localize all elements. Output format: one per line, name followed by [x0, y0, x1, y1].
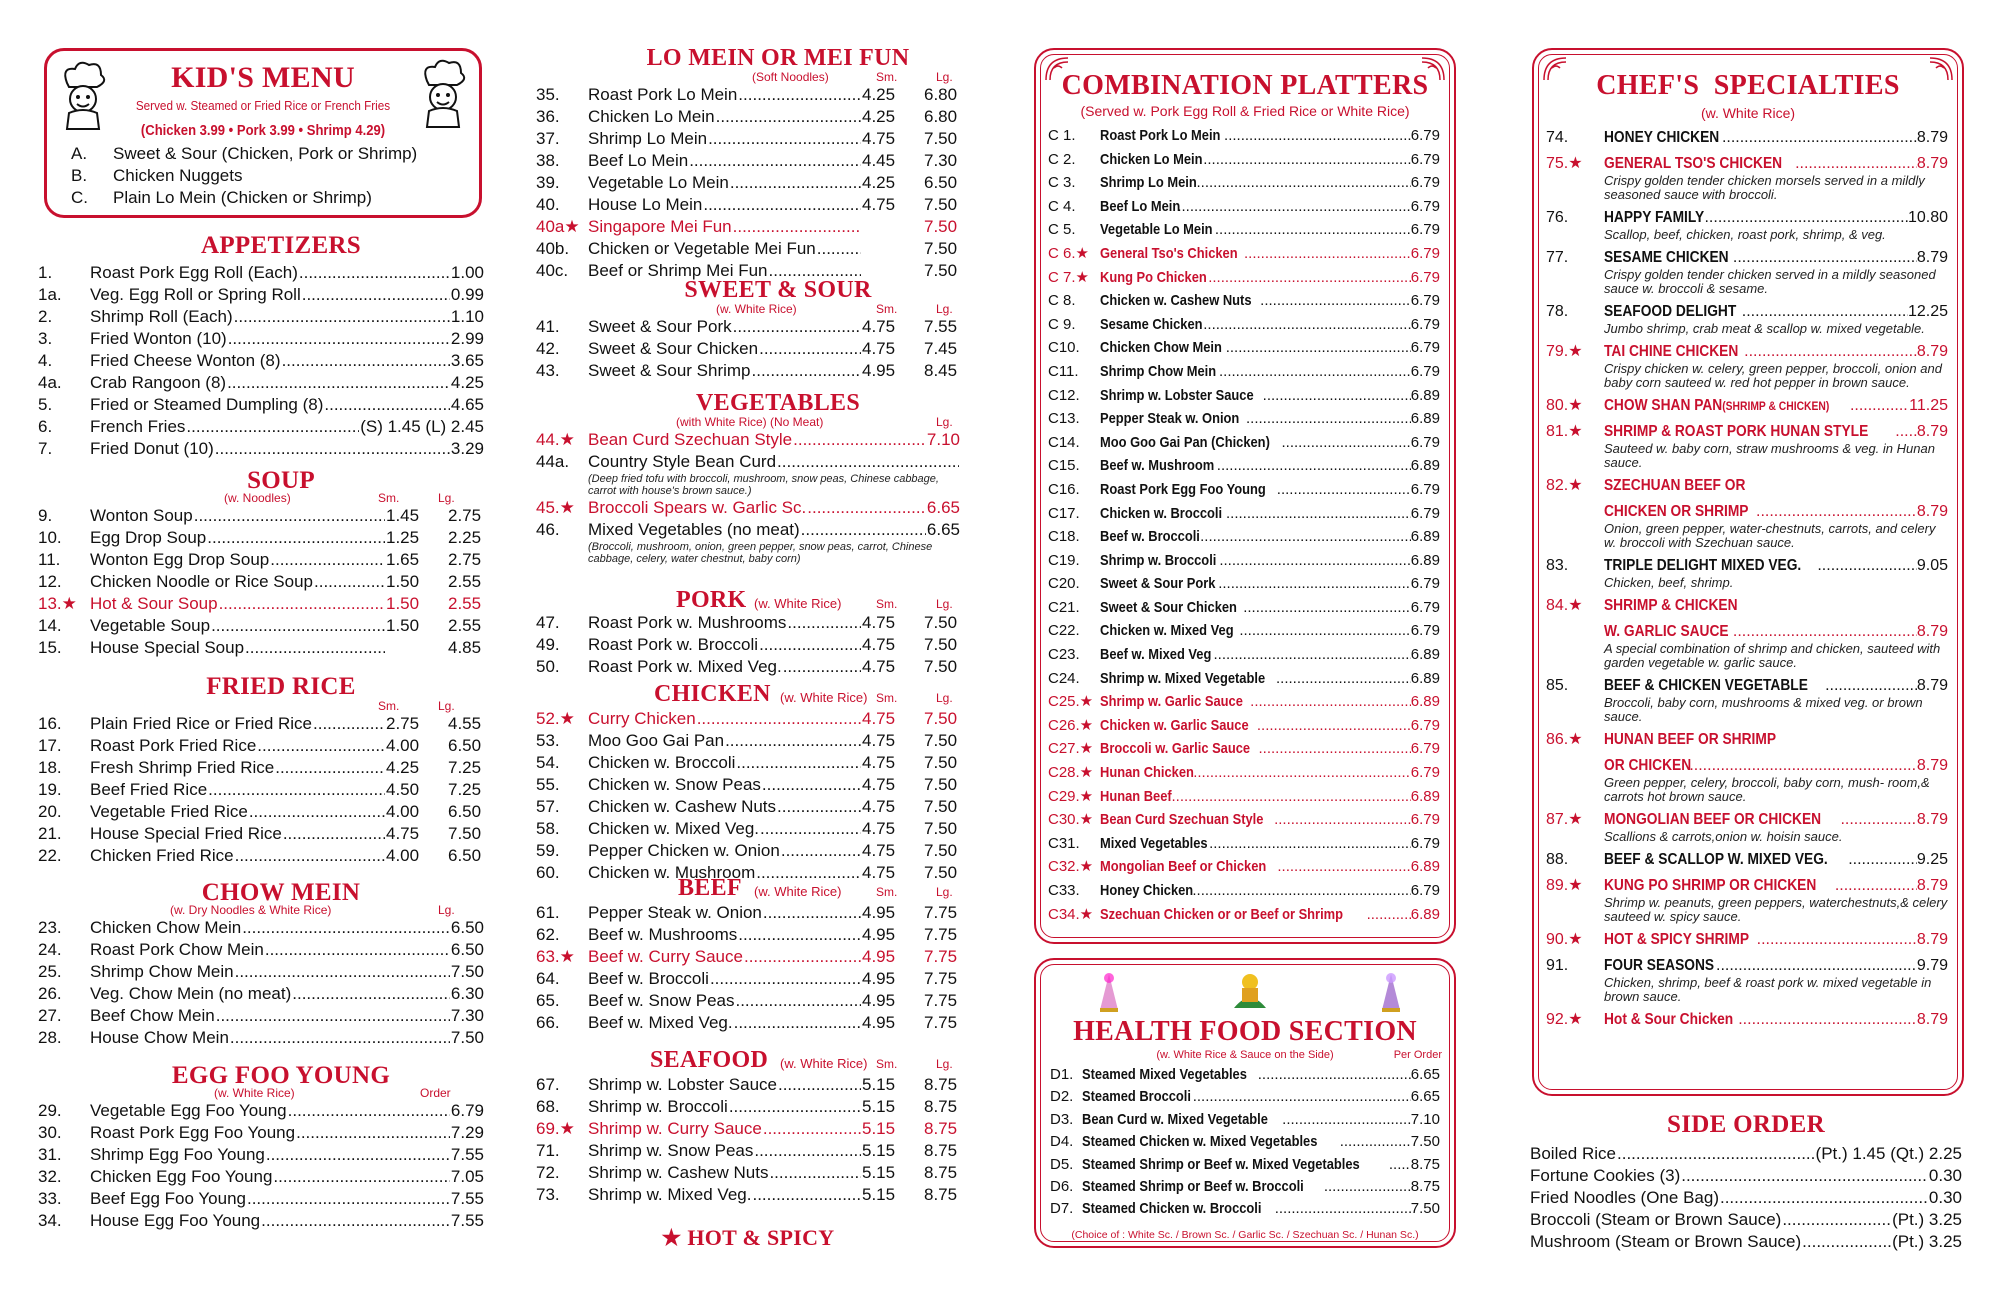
- pork-title: PORK: [676, 587, 747, 613]
- health-per-order: Per Order: [1393, 1049, 1442, 1061]
- item-description: Green pepper, celery, broccoli, baby corn, mush- room,& carrots hot brown sauce.: [1604, 775, 1930, 804]
- menu-item: C15. Beef w. Mushroom ..... 6.89: [1048, 454, 1440, 478]
- menu-item: 54. Chicken w. Broccoli ..... 4.75 7.50: [536, 752, 960, 774]
- menu-item: D1. Steamed Mixed Vegetables ..... 6.65: [1050, 1064, 1440, 1086]
- sweet-sour-section: [536, 278, 960, 382]
- menu-item: Fortune Cookies (3) ..... 0.30: [1530, 1165, 1962, 1187]
- item-description: Onion, green pepper, water-chestnuts, carrots, and celery w. broccoli with Szechuan sauce.: [1604, 521, 1936, 550]
- menu-item: D6. Steamed Shrimp or Beef w. Broccoli ..... 8.75: [1050, 1176, 1440, 1198]
- menu-item: C33. Honey Chicken ..... 6.79: [1048, 879, 1440, 903]
- sweet-sour-sub: (w. White Rice): [716, 302, 797, 316]
- chow-mein-title: CHOW MEIN: [201, 879, 361, 906]
- chicken-title: CHICKEN: [654, 681, 771, 707]
- lo-mein-lg-header: Lg.: [936, 70, 953, 84]
- menu-item: 28. House Chow Mein ..... 7.50: [38, 1027, 484, 1049]
- item-extra: (SHRIMP & CHICKEN): [1722, 399, 1830, 413]
- pork-sm-header: Sm.: [876, 597, 898, 611]
- sweet-sour-title: SWEET & SOUR: [684, 277, 872, 303]
- menu-item: 27. Beef Chow Mein ..... 7.30: [38, 1005, 484, 1027]
- soup-list: [38, 505, 484, 659]
- seafood-section: [536, 1048, 960, 1206]
- vegetables-lg-header: Lg.: [936, 415, 953, 429]
- kids-menu-title: KID'S MENU: [171, 61, 355, 94]
- menu-item: C 9. Sesame Chicken ..... 6.79: [1048, 313, 1440, 337]
- health-sub: (w. White Rice & Sauce on the Side): [1156, 1049, 1334, 1061]
- item-description: (Deep fried tofu with broccoli, mushroom, snow peas, Chinese cabbage, carrot with house's brown sauce.): [588, 473, 939, 497]
- menu-item: C24. Shrimp w. Mixed Vegetable ..... 6.89: [1048, 667, 1440, 691]
- menu-item: 61. Pepper Steak w. Onion ..... 4.95 7.75: [536, 902, 960, 924]
- menu-item: 40a★ Singapore Mei Fun ..... 7.50: [536, 216, 960, 238]
- menu-item: 23. Chicken Chow Mein ..... 6.50: [38, 917, 484, 939]
- menu-item: C18. Beef w. Broccoli ..... 6.89: [1048, 525, 1440, 549]
- seafood-title: SEAFOOD: [650, 1047, 769, 1073]
- lo-mein-section: [536, 46, 960, 282]
- egg-foo-order-header: Order: [420, 1086, 451, 1100]
- menu-item: 81.★ SHRIMP & ROAST PORK HUNAN STYLE ..... 8.79 Sauteed w. baby corn, straw mushrooms & veg. in Hunan sauce.: [1546, 422, 1948, 470]
- menu-item: C30.★ Bean Curd Szechuan Style ..... 6.79: [1048, 808, 1440, 832]
- item-description: Scallions & carrots,onion w. hoisin sauce.: [1604, 829, 1843, 844]
- menu-item: C 7.★ Kung Po Chicken ..... 6.79: [1048, 266, 1440, 290]
- menu-item: 9. Wonton Soup ..... 1.45 2.75: [38, 505, 484, 527]
- list-item: A. Sweet & Sour (Chicken, Pork or Shrimp): [71, 144, 418, 163]
- menu-item: C29.★ Hunan Beef ..... 6.89: [1048, 785, 1440, 809]
- menu-item: 22. Chicken Fried Rice ..... 4.00 6.50: [38, 845, 484, 867]
- menu-item: 53. Moo Goo Gai Pan ..... 4.75 7.50: [536, 730, 960, 752]
- menu-item: C 3. Shrimp Lo Mein ..... 6.79: [1048, 171, 1440, 195]
- menu-item: 43. Sweet & Sour Shrimp ..... 4.95 8.45: [536, 360, 960, 382]
- menu-item: C27.★ Broccoli w. Garlic Sauce ..... 6.79: [1048, 737, 1440, 761]
- egg-foo-sub: (w. White Rice): [214, 1086, 295, 1100]
- item-description: (Broccoli, mushroom, onion, green pepper, snow peas, carrot, Chinese cabbage, celery, water chestnut, baby corn): [588, 541, 933, 565]
- menu-item: 12. Chicken Noodle or Rice Soup ..... 1.50 2.55: [38, 571, 484, 593]
- chef-list: [1546, 128, 1948, 1036]
- menu-item: 84.★ SHRIMP & CHICKEN W. GARLIC SAUCE ..... 8.79 A special combination of shrimp and chicken, sauteed with garden vegetable w. garlic sauce.: [1546, 596, 1948, 670]
- menu-item: 49. Roast Pork w. Broccoli ..... 4.75 7.50: [536, 634, 960, 656]
- kids-served: Served w. Steamed or Fried Rice or French Fries: [135, 98, 391, 113]
- fried-rice-section: [38, 674, 484, 867]
- vegetables-list: [536, 429, 960, 565]
- appetizers-title: APPETIZERS: [201, 232, 361, 259]
- item-description: Sauteed w. baby corn, straw mushrooms & veg. in Hunan sauce.: [1604, 441, 1935, 470]
- soup-title: SOUP: [247, 467, 315, 494]
- menu-item: 57. Chicken w. Cashew Nuts ..... 4.75 7.50: [536, 796, 960, 818]
- health-title: HEALTH FOOD SECTION: [1073, 1016, 1417, 1047]
- menu-item: 16. Plain Fried Rice or Fried Rice ..... 2.75 4.55: [38, 713, 484, 735]
- menu-item: 82.★ SZECHUAN BEEF OR CHICKEN OR SHRIMP ..... 8.79 Onion, green pepper, water-chestnuts, carrots, and celery w. broccoli with Szechuan sauce.: [1546, 476, 1948, 550]
- chow-mein-list: [38, 917, 484, 1049]
- menu-item: 29. Vegetable Egg Foo Young ..... 6.79: [38, 1100, 484, 1122]
- item-description: A special combination of shrimp and chicken, sauteed with garden vegetable w. garlic sauce.: [1604, 641, 1941, 670]
- menu-item: 17. Roast Pork Fried Rice ..... 4.00 6.50: [38, 735, 484, 757]
- menu-item: 74. HONEY CHICKEN ..... 8.79: [1546, 128, 1948, 148]
- menu-item: 32. Chicken Egg Foo Young ..... 7.05: [38, 1166, 484, 1188]
- appetizers-list: [38, 262, 484, 460]
- menu-item: 20. Vegetable Fried Rice ..... 4.00 6.50: [38, 801, 484, 823]
- beef-list: [536, 902, 960, 1034]
- menu-item: C 1. Roast Pork Lo Mein ..... 6.79: [1048, 124, 1440, 148]
- menu-item: C19. Shrimp w. Broccoli ..... 6.89: [1048, 549, 1440, 573]
- chef-title: CHEF'S SPECIALTIES: [1596, 70, 1900, 101]
- menu-item: C 8. Chicken w. Cashew Nuts ..... 6.79: [1048, 289, 1440, 313]
- menu-item: 42. Sweet & Sour Chicken ..... 4.75 7.45: [536, 338, 960, 360]
- menu-item: 86.★ HUNAN BEEF OR SHRIMP OR CHICKEN ..... 8.79 Green pepper, celery, broccoli, baby corn, mush- room,& carrots hot brown sauce.: [1546, 730, 1948, 804]
- menu-item: 65. Beef w. Snow Peas ..... 4.95 7.75: [536, 990, 960, 1012]
- health-list: [1050, 1064, 1440, 1221]
- figure-right-icon: [1374, 970, 1408, 1016]
- hot-spicy-legend: ★ HOT & SPICY: [661, 1225, 835, 1250]
- seafood-list: [536, 1074, 960, 1206]
- kids-list: [71, 143, 461, 209]
- menu-item: 14. Vegetable Soup ..... 1.50 2.55: [38, 615, 484, 637]
- sweet-sour-lg-header: Lg.: [936, 302, 953, 316]
- combination-list: [1048, 124, 1440, 926]
- beef-section: [536, 876, 960, 1034]
- menu-item: 3. Fried Wonton (10) ..... 2.99: [38, 328, 484, 350]
- menu-item: C10. Chicken Chow Mein ..... 6.79: [1048, 336, 1440, 360]
- list-item: C. Plain Lo Mein (Chicken or Shrimp): [71, 188, 372, 207]
- menu-item: 69.★ Shrimp w. Curry Sauce ..... 5.15 8.75: [536, 1118, 960, 1140]
- menu-item: 1. Roast Pork Egg Roll (Each) ..... 1.00: [38, 262, 484, 284]
- menu-item: 2. Shrimp Roll (Each) ..... 1.10: [38, 306, 484, 328]
- menu-item: 26. Veg. Chow Mein (no meat) ..... 6.30: [38, 983, 484, 1005]
- item-description: Chicken, shrimp, beef & roast pork w. mixed vegetable in brown sauce.: [1604, 975, 1932, 1004]
- menu-item: 36. Chicken Lo Mein ..... 4.25 6.80: [536, 106, 960, 128]
- menu-item: 77. SESAME CHICKEN ..... 8.79 Crispy golden tender chicken served in a mildly seasoned sauce w. broccoli & sesame.: [1546, 248, 1948, 296]
- menu-item: 59. Pepper Chicken w. Onion ..... 4.75 7.50: [536, 840, 960, 862]
- menu-item: 58. Chicken w. Mixed Veg. ..... 4.75 7.50: [536, 818, 960, 840]
- lo-mein-title: LO MEIN OR MEI FUN: [646, 45, 910, 71]
- health-box: [1034, 958, 1456, 1248]
- side-order-section: [1530, 1112, 1962, 1253]
- menu-item: 41. Sweet & Sour Pork ..... 4.75 7.55: [536, 316, 960, 338]
- menu-item: 46. Mixed Vegetables (no meat) ..... 6.65: [536, 519, 960, 541]
- menu-item: 68. Shrimp w. Broccoli ..... 5.15 8.75: [536, 1096, 960, 1118]
- menu-item: Boiled Rice ..... (Pt.) 1.45 (Qt.) 2.25: [1530, 1143, 1962, 1165]
- combination-box: [1034, 48, 1456, 944]
- egg-foo-section: [38, 1063, 484, 1232]
- menu-item: D4. Steamed Chicken w. Mixed Vegetables ..... 7.50: [1050, 1131, 1440, 1153]
- menu-item: 63.★ Beef w. Curry Sauce ..... 4.95 7.75: [536, 946, 960, 968]
- egg-foo-list: [38, 1100, 484, 1232]
- menu-item: C26.★ Chicken w. Garlic Sauce ..... 6.79: [1048, 714, 1440, 738]
- sweet-sour-list: [536, 316, 960, 382]
- lo-mein-list: [536, 84, 960, 282]
- lo-mein-sm-header: Sm.: [876, 70, 898, 84]
- soup-section: [38, 468, 484, 659]
- menu-item: 37. Shrimp Lo Mein ..... 4.75 7.50: [536, 128, 960, 150]
- combination-sub: (Served w. Pork Egg Roll & Fried Rice or White Rice): [1080, 103, 1410, 119]
- menu-item: C12. Shrimp w. Lobster Sauce ..... 6.89: [1048, 384, 1440, 408]
- menu-item: 79.★ TAI CHINE CHICKEN ..... 8.79 Crispy chicken w. celery, green pepper, broccoli, onion and baby corn sauteed w. red hot pepper in brown sauce.: [1546, 342, 1948, 390]
- item-description: Crispy golden tender chicken served in a mildly seasoned sauce w. broccoli & sesame.: [1604, 267, 1936, 296]
- menu-item: 33. Beef Egg Foo Young ..... 7.55: [38, 1188, 484, 1210]
- menu-item: C25.★ Shrimp w. Garlic Sauce ..... 6.89: [1048, 690, 1440, 714]
- item-description: Chicken, beef, shrimp.: [1604, 575, 1734, 590]
- soup-sm-header: Sm.: [378, 491, 400, 505]
- menu-item: D2. Steamed Broccoli ..... 6.65: [1050, 1086, 1440, 1108]
- chow-mein-sub: (w. Dry Noodles & White Rice): [170, 903, 332, 917]
- soup-lg-header: Lg.: [438, 491, 455, 505]
- kids-menu-box: [44, 48, 482, 218]
- menu-item: 34. House Egg Foo Young ..... 7.55: [38, 1210, 484, 1232]
- menu-item: C31. Mixed Vegetables ..... 6.79: [1048, 832, 1440, 856]
- vegetables-sub: (with White Rice) (No Meat): [676, 415, 824, 429]
- menu-item: 40b. Chicken or Vegetable Mei Fun ..... 7.50: [536, 238, 960, 260]
- health-choice: (Choice of : White Sc. / Brown Sc. / Garlic Sc. / Szechuan Sc. / Hunan Sc.): [1071, 1229, 1419, 1241]
- menu-item: 39. Vegetable Lo Mein ..... 4.25 6.50: [536, 172, 960, 194]
- menu-item: 1a. Veg. Egg Roll or Spring Roll ..... 0.99: [38, 284, 484, 306]
- menu-item: Broccoli (Steam or Brown Sauce) ..... (Pt.) 3.25: [1530, 1209, 1962, 1231]
- menu-item: 73. Shrimp w. Mixed Veg. ..... 5.15 8.75: [536, 1184, 960, 1206]
- menu-item: 38. Beef Lo Mein ..... 4.45 7.30: [536, 150, 960, 172]
- side-order-title: SIDE ORDER: [1667, 1111, 1825, 1138]
- menu-item: 4. Fried Cheese Wonton (8) ..... 3.65: [38, 350, 484, 372]
- menu-item: 60. Chicken w. Mushroom ..... 4.75 7.50: [536, 862, 960, 884]
- item-description: Jumbo shrimp, crab meat & scallop w. mixed vegetable.: [1604, 321, 1925, 336]
- menu-item: C22. Chicken w. Mixed Veg ..... 6.79: [1048, 619, 1440, 643]
- menu-item: D7. Steamed Chicken w. Broccoli ..... 7.50: [1050, 1198, 1440, 1220]
- chef-box: [1532, 48, 1964, 1096]
- menu-item: 25. Shrimp Chow Mein ..... 7.50: [38, 961, 484, 983]
- chicken-lg-header: Lg.: [936, 691, 953, 705]
- menu-item: 52.★ Curry Chicken ..... 4.75 7.50: [536, 708, 960, 730]
- menu-item: C 6.★ General Tso's Chicken ..... 6.79: [1048, 242, 1440, 266]
- seafood-sm-header: Sm.: [876, 1057, 898, 1071]
- menu-item: 55. Chicken w. Snow Peas ..... 4.75 7.50: [536, 774, 960, 796]
- menu-item: 30. Roast Pork Egg Foo Young ..... 7.29: [38, 1122, 484, 1144]
- menu-item: D3. Bean Curd w. Mixed Vegetable ..... 7.10: [1050, 1109, 1440, 1131]
- sweet-sour-sm-header: Sm.: [876, 302, 898, 316]
- side-order-list: [1530, 1143, 1962, 1253]
- menu-item: C 5. Vegetable Lo Mein ..... 6.79: [1048, 218, 1440, 242]
- menu-item: 11. Wonton Egg Drop Soup ..... 1.65 2.75: [38, 549, 484, 571]
- menu-item: 83. TRIPLE DELIGHT MIXED VEG. ..... 9.05 Chicken, beef, shrimp.: [1546, 556, 1948, 590]
- menu-item: 31. Shrimp Egg Foo Young ..... 7.55: [38, 1144, 484, 1166]
- menu-item: 67. Shrimp w. Lobster Sauce ..... 5.15 8.75: [536, 1074, 960, 1096]
- item-description: Crispy chicken w. celery, green pepper, broccoli, onion and baby corn sauteed w. red hot pepper in brown sauce.: [1604, 361, 1942, 390]
- item-description: Crispy golden tender chicken morsels served in a mildly seasoned sauce with broccoli.: [1604, 173, 1925, 202]
- menu-item: 89.★ KUNG PO SHRIMP OR CHICKEN ..... 8.79 Shrimp w. peanuts, green peppers, waterchestnuts,& celery sauteed w. spicy sauce.: [1546, 876, 1948, 924]
- chicken-section: [536, 682, 960, 884]
- item-description: Broccoli, baby corn, mushrooms & mixed veg. or brown sauce.: [1604, 695, 1923, 724]
- menu-item: D5. Steamed Shrimp or Beef w. Mixed Vegetables ..... 8.75: [1050, 1154, 1440, 1176]
- soup-sub: (w. Noodles): [224, 491, 291, 505]
- figure-left-icon: [1092, 970, 1126, 1016]
- menu-item: 91. FOUR SEASONS ..... 9.79 Chicken, shrimp, beef & roast pork w. mixed vegetable in brown sauce.: [1546, 956, 1948, 1004]
- menu-item: 90.★ HOT & SPICY SHRIMP ..... 8.79: [1546, 930, 1948, 950]
- menu-item: 50. Roast Pork w. Mixed Veg. ..... 4.75 7.50: [536, 656, 960, 678]
- fried-rice-lg-header: Lg.: [438, 699, 455, 713]
- menu-item: 44a. Country Style Bean Curd .....: [536, 451, 960, 473]
- pork-lg-header: Lg.: [936, 597, 953, 611]
- seafood-lg-header: Lg.: [936, 1057, 953, 1071]
- menu-item: 66. Beef w. Mixed Veg. ..... 4.95 7.75: [536, 1012, 960, 1034]
- menu-item: C23. Beef w. Mixed Veg ..... 6.89: [1048, 643, 1440, 667]
- menu-item: C28.★ Hunan Chicken ..... 6.79: [1048, 761, 1440, 785]
- menu-item: C32.★ Mongolian Beef or Chicken ..... 6.89: [1048, 855, 1440, 879]
- menu-item: C 2. Chicken Lo Mein ..... 6.79: [1048, 148, 1440, 172]
- vegetables-title: VEGETABLES: [696, 390, 860, 416]
- menu-item: C14. Moo Goo Gai Pan (Chicken) ..... 6.79: [1048, 431, 1440, 455]
- menu-item: 7. Fried Donut (10) ..... 3.29: [38, 438, 484, 460]
- beef-lg-header: Lg.: [936, 885, 953, 899]
- chicken-list: [536, 708, 960, 884]
- menu-item: 78. SEAFOOD DELIGHT ..... 12.25 Jumbo shrimp, crab meat & scallop w. mixed vegetable.: [1546, 302, 1948, 336]
- menu-item: 21. House Special Fried Rice ..... 4.75 7.50: [38, 823, 484, 845]
- chicken-sub: (w. White Rice): [780, 690, 868, 705]
- pork-sub: (w. White Rice): [754, 596, 842, 611]
- menu-item: C16. Roast Pork Egg Foo Young ..... 6.79: [1048, 478, 1440, 502]
- beef-sub: (w. White Rice): [754, 884, 842, 899]
- menu-item: Fried Noodles (One Bag) ..... 0.30: [1530, 1187, 1962, 1209]
- chow-mein-section: [38, 880, 484, 1049]
- menu-item: 18. Fresh Shrimp Fried Rice ..... 4.25 7.25: [38, 757, 484, 779]
- menu-item: C17. Chicken w. Broccoli ..... 6.79: [1048, 502, 1440, 526]
- fried-rice-list: [38, 713, 484, 867]
- menu-item: 40c. Beef or Shrimp Mei Fun ..... 7.50: [536, 260, 960, 282]
- kids-prices: (Chicken 3.99 • Pork 3.99 • Shrimp 4.29): [140, 123, 386, 139]
- menu-item: 47. Roast Pork w. Mushrooms ..... 4.75 7.50: [536, 612, 960, 634]
- menu-item: 15. House Special Soup ..... 4.85: [38, 637, 484, 659]
- beef-title: BEEF: [678, 875, 742, 901]
- chef-sub: (w. White Rice): [1700, 105, 1796, 121]
- beef-sm-header: Sm.: [876, 885, 898, 899]
- menu-item: 45.★ Broccoli Spears w. Garlic Sc. ..... 6.65: [536, 497, 960, 519]
- menu-item: 19. Beef Fried Rice ..... 4.50 7.25: [38, 779, 484, 801]
- item-description: Scallop, beef, chicken, roast pork, shrimp, & veg.: [1604, 227, 1886, 242]
- menu-item: 24. Roast Pork Chow Mein ..... 6.50: [38, 939, 484, 961]
- menu-item: 5. Fried or Steamed Dumpling (8) ..... 4.65: [38, 394, 484, 416]
- menu-item: C 4. Beef Lo Mein ..... 6.79: [1048, 195, 1440, 219]
- menu-item: C34.★ Szechuan Chicken or or Beef or Shrimp ..... 6.89: [1048, 903, 1440, 927]
- vegetables-section: [536, 391, 960, 565]
- menu-item: 4a. Crab Rangoon (8) ..... 4.25: [38, 372, 484, 394]
- menu-item: 13.★ Hot & Sour Soup ..... 1.50 2.55: [38, 593, 484, 615]
- menu-item: 6. French Fries ..... (S) 1.45 (L) 2.45: [38, 416, 484, 438]
- appetizers-section: [38, 233, 484, 460]
- menu-item: C21. Sweet & Sour Chicken ..... 6.79: [1048, 596, 1440, 620]
- list-item: B. Chicken Nuggets: [71, 166, 243, 185]
- menu-item: 75.★ GENERAL TSO'S CHICKEN ..... 8.79 Crispy golden tender chicken morsels served in a mildly seasoned sauce with broccoli.: [1546, 154, 1948, 202]
- fried-rice-sm-header: Sm.: [378, 699, 400, 713]
- menu-item: C13. Pepper Steak w. Onion ..... 6.89: [1048, 407, 1440, 431]
- menu-item: 76. HAPPY FAMILY ..... 10.80 Scallop, beef, chicken, roast pork, shrimp, & veg.: [1546, 208, 1948, 242]
- menu-item: 10. Egg Drop Soup ..... 1.25 2.25: [38, 527, 484, 549]
- menu-item: 35. Roast Pork Lo Mein ..... 4.25 6.80: [536, 84, 960, 106]
- egg-foo-title: EGG FOO YOUNG: [171, 1062, 391, 1089]
- menu-item: 80.★ CHOW SHAN PAN(SHRIMP & CHICKEN) ..... 11.25: [1546, 396, 1948, 416]
- seafood-sub: (w. White Rice): [780, 1056, 868, 1071]
- chicken-sm-header: Sm.: [876, 691, 898, 705]
- menu-item: 64. Beef w. Broccoli ..... 4.95 7.75: [536, 968, 960, 990]
- menu-item: 88. BEEF & SCALLOP W. MIXED VEG. ..... 9.25: [1546, 850, 1948, 870]
- chow-mein-lg-header: Lg.: [438, 903, 455, 917]
- combination-title: COMBINATION PLATTERS: [1061, 70, 1429, 101]
- menu-item: 62. Beef w. Mushrooms ..... 4.95 7.75: [536, 924, 960, 946]
- menu-item: 85. BEEF & CHICKEN VEGETABLE ..... 8.79 Broccoli, baby corn, mushrooms & mixed veg. or brown sauce.: [1546, 676, 1948, 724]
- menu-item: 40. House Lo Mein ..... 4.75 7.50: [536, 194, 960, 216]
- menu-item: 87.★ MONGOLIAN BEEF OR CHICKEN ..... 8.79 Scallions & carrots,onion w. hoisin sauce.: [1546, 810, 1948, 844]
- menu-item: 92.★ Hot & Sour Chicken ..... 8.79: [1546, 1010, 1948, 1030]
- pork-list: [536, 612, 960, 678]
- fried-rice-title: FRIED RICE: [206, 673, 356, 700]
- figure-center-icon: [1228, 968, 1272, 1016]
- menu-item: 72. Shrimp w. Cashew Nuts ..... 5.15 8.75: [536, 1162, 960, 1184]
- pork-section: [536, 588, 960, 678]
- item-description: Shrimp w. peanuts, green peppers, waterchestnuts,& celery sauteed w. spicy sauce.: [1604, 895, 1948, 924]
- menu-item: C20. Sweet & Sour Pork ..... 6.79: [1048, 572, 1440, 596]
- menu-item: Mushroom (Steam or Brown Sauce) ..... (Pt.) 3.25: [1530, 1231, 1962, 1253]
- menu-item: 44.★ Bean Curd Szechuan Style ..... 7.10: [536, 429, 960, 451]
- lo-mein-sub: (Soft Noodles): [752, 70, 829, 84]
- menu-item: 71. Shrimp w. Snow Peas ..... 5.15 8.75: [536, 1140, 960, 1162]
- menu-item: C11. Shrimp Chow Mein ..... 6.79: [1048, 360, 1440, 384]
